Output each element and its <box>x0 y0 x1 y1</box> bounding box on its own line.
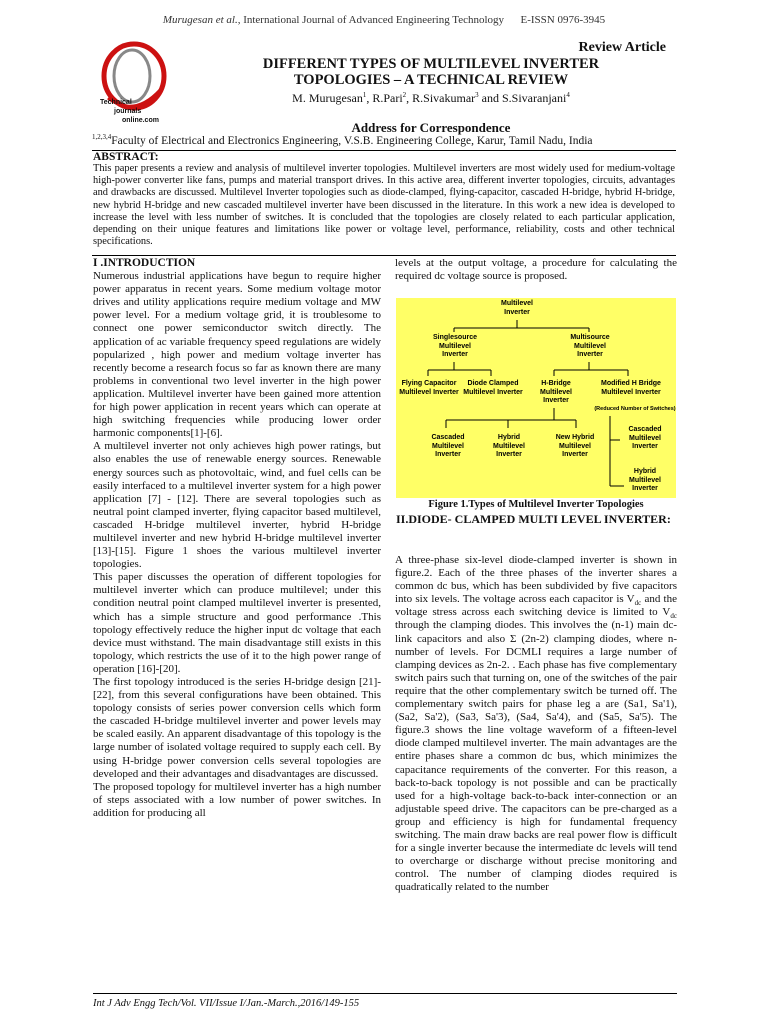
figure-caption: Figure 1.Types of Multilevel Inverter Topologies <box>428 499 644 510</box>
affiliation: $^{1,2,3,4}$Faculty of Electrical and Electronics Engineering, V.S.B. Engineering College, Karur, Tamil Nadu, India <box>92 133 593 147</box>
right-column-bottom <box>395 543 677 905</box>
node-reduced-switches: (Reduced Number of Switches) <box>594 406 676 412</box>
node-diode-clamped: Diode Clamped Multilevel Inverter <box>463 380 523 396</box>
node-modified-h-bridge: Modified H Bridge Multilevel Inverter <box>601 380 661 396</box>
paragraph: A three-phase six-level diode-clamped inverter is shown in figure.2. Each of the three phases of the inverter shares a common dc bus, which has been subdivided by five capacitors into six levels. The voltage across each capacitor is $V_{dc}$ and the voltage stress across each switching device is limited to $V_{dc}$ through the clamping diodes. This involves the (n-1) main dc-link capacitors and also Σ (2n-2) clamping diodes, where n-number of levels. For DCMLI requires a large number of clamping devices as 2n-2. . Each phase has five complementary switch pairs such that turning on, one of the switches of the pair require that the other complementary switch be turned off. The complementary switch pairs for phase leg a are (Sa1, Sa'1), (Sa2, Sa'2), (Sa3, Sa'3), (Sa4, Sa'4), and (Sa5, Sa'5). The figure.3 shows the line voltage waveform of a fifteen-level diode clamped multilevel inverter. The main advantages are the entire phases share a common dc bus, which minimizes the capacitance requirements of the converter. For this reason, a back-to-back topology is not possible and can be practically used for a high-voltage back-to-back inter-connection or an adjustable speed drive. The capacitors can be pre-charged as a group and efficiency is high for fundamental frequency switching. The main draw backs are real power flow is difficult for a single inverter because the intermediate dc levels will tend to overcharge or discharge without precise monitoring and control. The number of clamping diodes required is quadratically related to the number <box>395 554 677 894</box>
node-multisource: Multisource Multilevel Inverter <box>570 334 610 358</box>
figure-topology-tree <box>396 298 676 498</box>
abstract-heading: ABSTRACT: <box>93 151 159 163</box>
paragraph: Numerous industrial applications have begun to require higher power apparatus in recent years. Some medium voltage motor drives and utility applications require medium voltage and MW power level. For a medium voltage grid, it is troublesome to connect one power semiconductor switch directly. The application of ac variable frequency speed regulations are widely popularized , high power and medium voltage inverter has recently become a research focus so far as known there are many problems in conventional two level inverter in the high power application. Multilevel inverter have been gained more attention for high power application in recent years which can operate at high switching frequencies while producing lower order harmonic components[1]-[6]. <box>93 270 381 440</box>
section-heading-intro: I .INTRODUCTION <box>93 257 196 269</box>
section-heading-diode-clamped: II.DIODE- CLAMPED MULTI LEVEL INVERTER: <box>396 512 671 526</box>
page-footer: Int J Adv Engg Tech/Vol. VII/Issue I/Jan.-March.,2016/149-155 <box>93 998 360 1009</box>
node-cascaded-2: Cascaded Multilevel Inverter <box>628 426 662 450</box>
paragraph: The first topology introduced is the series H-bridge design [21]-[22], from this several configurations have been obtained. This topology consists of series power conversion cells which form the cascaded H-bridge multilevel inverter and power levels may be scaled easily. An apparent disadvantage of this topology is the large number of isolated voltage required to supply each cell. By using H-bridge power conversion cells several topologies are developed and their advantages and disadvantages are discussed. <box>93 676 381 780</box>
paragraph: A multilevel inverter not only achieves high power ratings, but also enables the use of renewable energy sources. Renewable energy sources such as photovoltaic, wind, and fuel cells can be easily interfaced to a multilevel inverter system for a high power application [7] - [12]. There are several topologies such as neutral point clamped inverter, flying capacitor based multilevel, cascaded H-bridge multilevel inverter, hybrid H-bridge multilevel inverter and new hybrid H-bridge multilevel inverter [13]-[15]. Figure 1 shoes the various multilevel inverter topologies. <box>93 440 381 571</box>
node-flying-capacitor: Flying Capacitor Multilevel Inverter <box>399 380 459 396</box>
node-h-bridge: H-Bridge Multilevel Inverter <box>540 380 572 404</box>
paragraph: This paper discusses the operation of different topologies for multilevel inverter which can produce multilevel; under this condition neutral point clamped multilevel inverter is presented, which has a simple structure and good performance .This topology effectively reduce the higher input dc voltage that each device must withstand. The main disadvantage still exists in this topology, which restricts the use of it to the high power range of operation [16]-[20]. <box>93 571 381 675</box>
left-column <box>93 257 381 820</box>
divider <box>92 255 676 256</box>
address-heading: Address for Correspondence <box>351 120 511 135</box>
footer-divider <box>93 993 677 994</box>
header-issn: E-ISSN 0976-3945 <box>520 14 606 26</box>
node-new-hybrid: New Hybrid Multilevel Inverter <box>555 434 595 458</box>
abstract-text: This paper presents a review and analysis of multilevel inverter topologies. Multilevel inverters are most widely used for medium-voltage high-power converter like fans, pumps and material transport drives. In this active area, different inverter topologies, circuits, advantages and drawbacks are discussed. Multilevel Inverter topologies such as diode-clamped, flying-capacitor, cascaded H-bridge, hybrid H-bridge, new hybrid H-bridge and new cascaded multilevel inverter have been discussed in the literature. In this work a new idea is developed to increase the level with less number of switches. It is concluded that the topologies are closely related to each particular application, depending on their unique features and limitations like power or voltage level, performance, reliability, costs and other technical specifications. <box>93 163 675 248</box>
right-column-top <box>395 257 677 283</box>
author-list: M. Murugesan$^1$, R.Pari$^2$, R.Sivakumar$^3$ and S.Sivaranjani$^4$ <box>292 91 570 105</box>
node-hybrid-2: Hybrid Multilevel Inverter <box>629 468 661 492</box>
header-authors: Murugesan et al., <box>162 14 241 26</box>
journal-logo <box>94 40 174 128</box>
node-singlesource: Singlesource Multilevel Inverter <box>433 334 477 358</box>
divider <box>92 150 676 151</box>
paragraph: The proposed topology for multilevel inverter has a high number of steps associated with a low number of power switches. In addition for producing all <box>93 780 381 819</box>
paragraph: levels at the output voltage, a procedure for calculating the required dc voltage source is proposed. <box>395 257 677 283</box>
article-type: Review Article <box>578 40 666 55</box>
node-multilevel-inverter: Multilevel Inverter <box>501 300 533 316</box>
running-header <box>0 14 768 26</box>
node-hybrid: Hybrid Multilevel Inverter <box>493 434 525 458</box>
paper-title: DIFFERENT TYPES OF MULTILEVEL INVERTER TOPOLOGIES – A TECHNICAL REVIEW <box>262 56 600 88</box>
node-cascaded: Cascaded Multilevel Inverter <box>431 434 465 458</box>
header-journal: International Journal of Advanced Engineering Technology <box>240 14 505 26</box>
logo-text: Technical journals online.com <box>100 99 159 124</box>
